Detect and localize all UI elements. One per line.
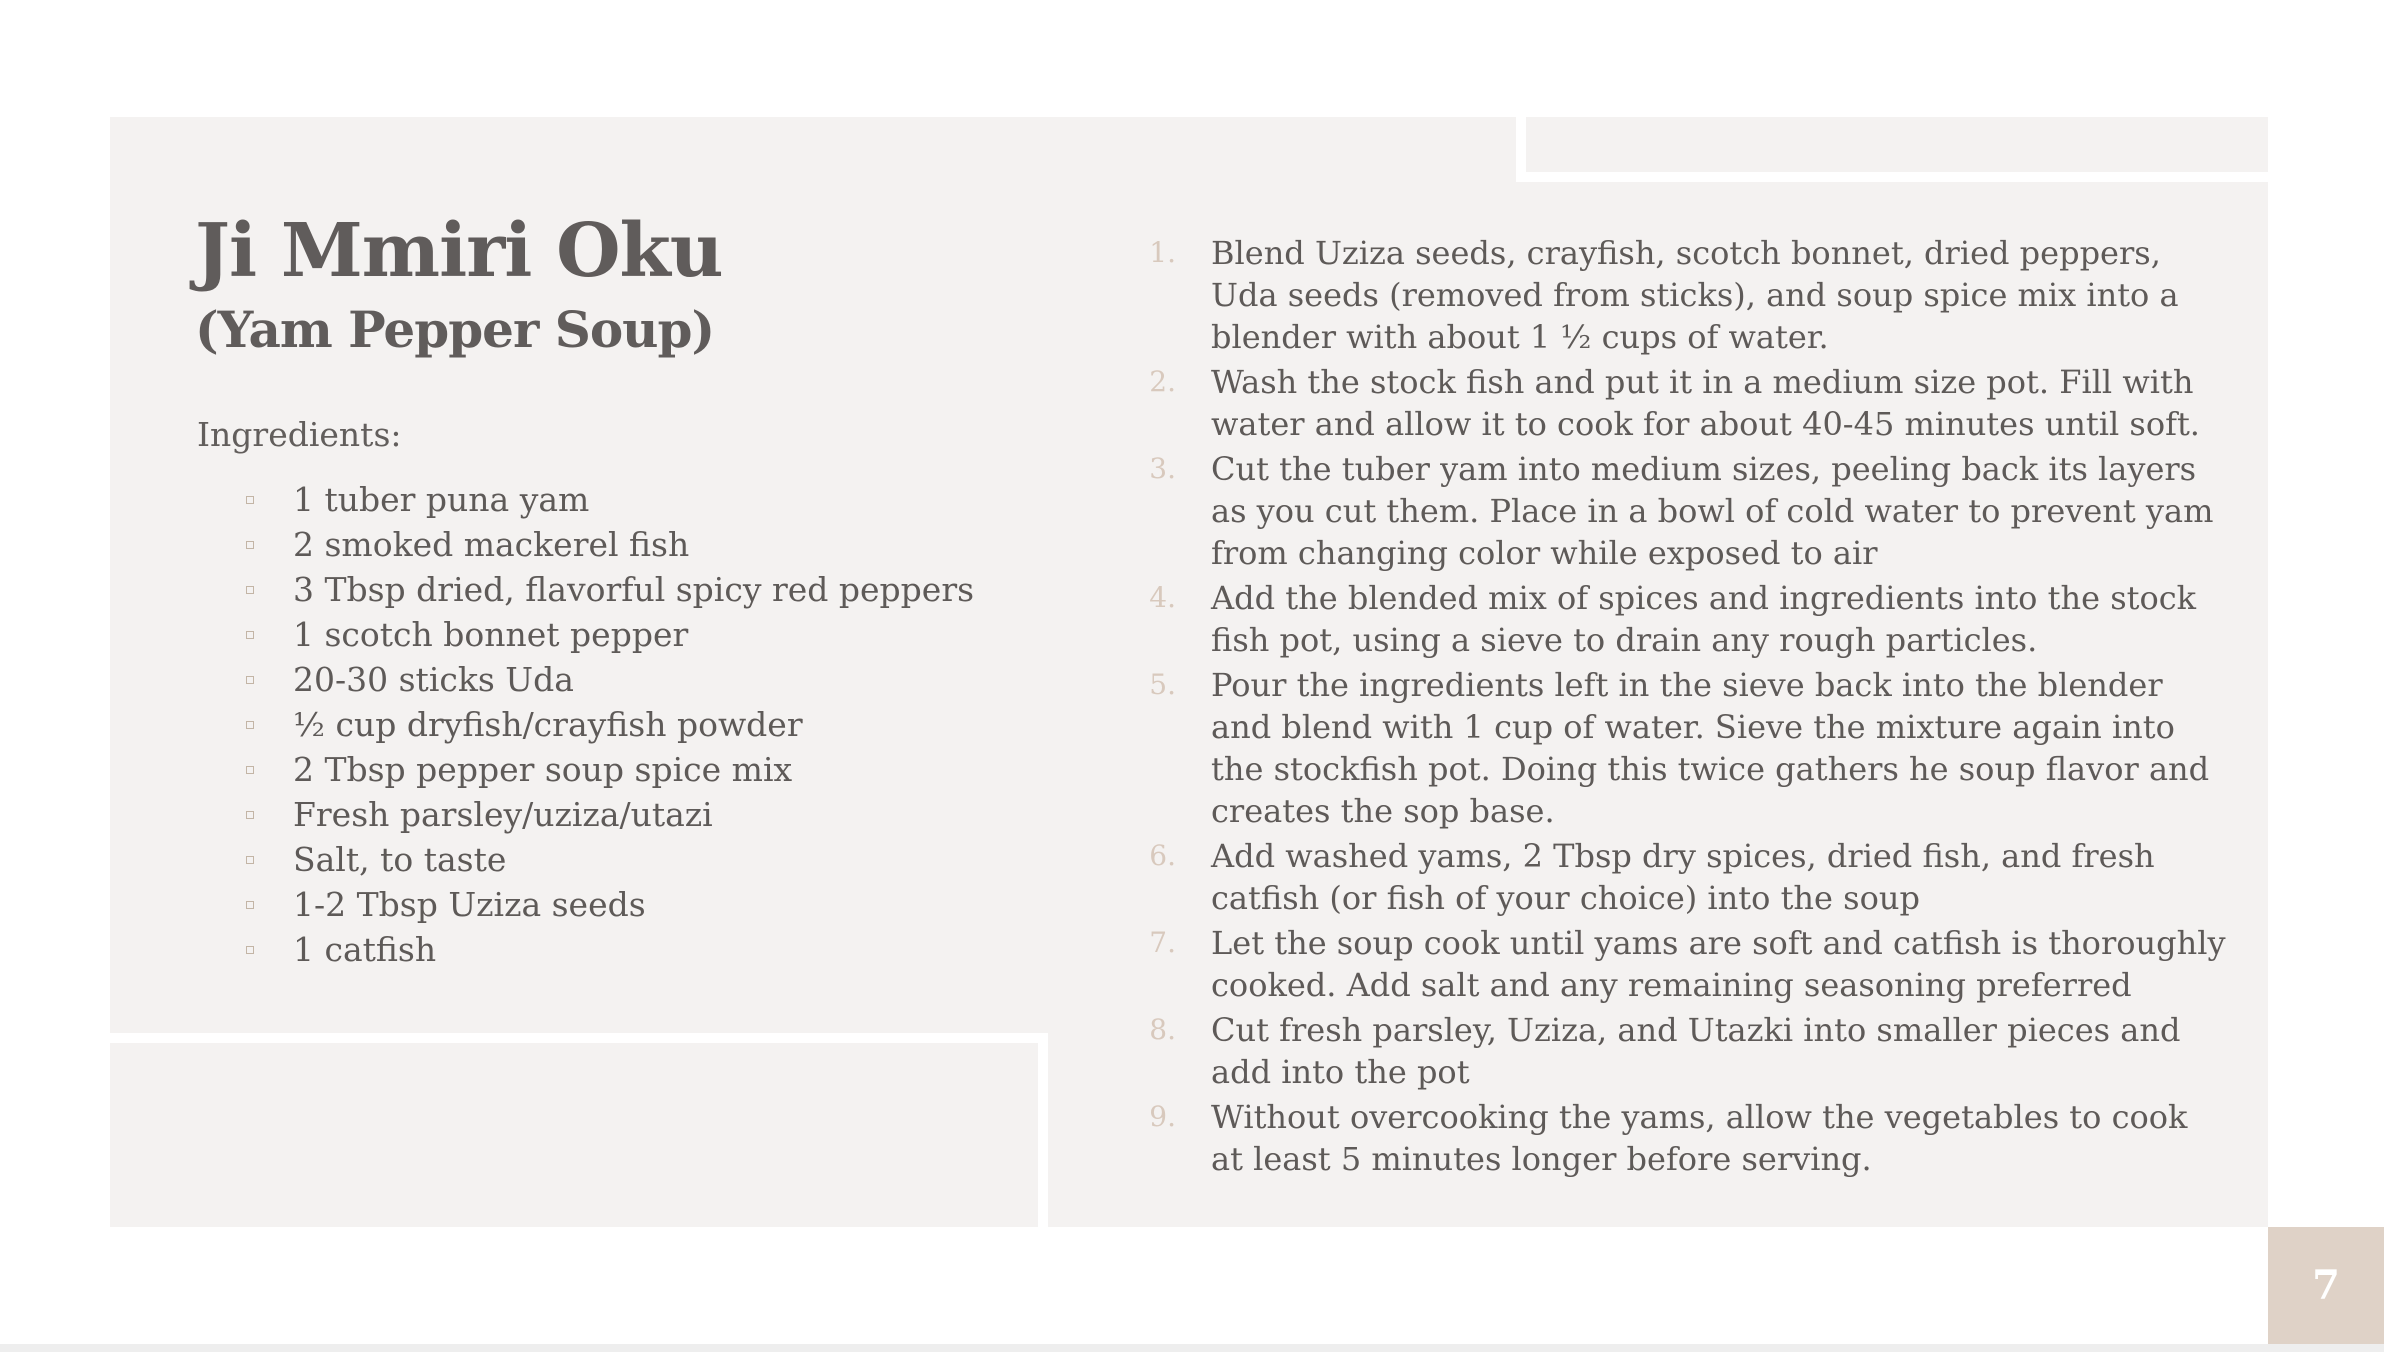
ingredient-text: Fresh parsley/uziza/utazi	[293, 795, 713, 834]
step-item	[1148, 835, 2228, 919]
square-bullet-icon	[246, 586, 254, 594]
square-bullet-icon	[246, 721, 254, 729]
square-bullet-icon	[246, 856, 254, 864]
ingredient-text: 20-30 sticks Uda	[293, 660, 574, 699]
ingredient-text: Salt, to taste	[293, 840, 507, 879]
ingredient-item	[240, 612, 974, 657]
ingredients-list	[240, 477, 974, 972]
step-text: Add the blended mix of spices and ingredients into the stock fish pot, using a sieve to drain any rough particles.	[1211, 579, 2197, 659]
ingredient-text: 1 scotch bonnet pepper	[293, 615, 689, 654]
bottom-divider	[0, 1344, 2384, 1352]
decorative-frame-top	[1516, 0, 2384, 182]
ingredient-item	[240, 702, 974, 747]
step-number: 3.	[1149, 452, 1176, 485]
step-item	[1148, 922, 2228, 1006]
ingredient-text: 1 tuber puna yam	[293, 480, 590, 519]
step-text: Cut fresh parsley, Uziza, and Utazki into smaller pieces and add into the pot	[1211, 1011, 2181, 1091]
ingredient-text: ½ cup dryfish/crayfish powder	[293, 705, 803, 744]
step-item	[1148, 1009, 2228, 1093]
ingredient-item	[240, 477, 974, 522]
square-bullet-icon	[246, 766, 254, 774]
step-number: 8.	[1149, 1013, 1176, 1046]
decorative-frame-bottom	[0, 1033, 1048, 1352]
step-text: Pour the ingredients left in the sieve back into the blender and blend with 1 cup of water. Sieve the mixture again into the stockfish pot. Doing this twice gathers he soup flavor and creates the sop base.	[1211, 666, 2210, 830]
square-bullet-icon	[246, 631, 254, 639]
step-text: Cut the tuber yam into medium sizes, peeling back its layers as you cut them. Place in a bowl of cold water to prevent yam from changing color while exposed to air	[1211, 450, 2214, 572]
square-bullet-icon	[246, 946, 254, 954]
step-number: 9.	[1149, 1100, 1176, 1133]
square-bullet-icon	[246, 811, 254, 819]
square-bullet-icon	[246, 676, 254, 684]
step-number: 5.	[1149, 668, 1176, 701]
ingredient-text: 3 Tbsp dried, flavorful spicy red peppers	[293, 570, 975, 609]
page-number: 7	[2312, 1262, 2340, 1309]
ingredient-text: 1 catfish	[293, 930, 437, 969]
ingredient-text: 2 Tbsp pepper soup spice mix	[293, 750, 793, 789]
step-item	[1148, 664, 2228, 832]
page-number-box	[2268, 1227, 2384, 1344]
ingredients-heading: Ingredients:	[197, 415, 402, 454]
ingredient-item	[240, 927, 974, 972]
step-number: 4.	[1149, 581, 1176, 614]
ingredient-item	[240, 792, 974, 837]
ingredient-item	[240, 882, 974, 927]
step-item	[1148, 1096, 2228, 1180]
step-item	[1148, 232, 2228, 358]
step-item	[1148, 577, 2228, 661]
step-text: Add washed yams, 2 Tbsp dry spices, dried fish, and fresh catfish (or fish of your choice) into the soup	[1211, 837, 2155, 917]
ingredient-text: 2 smoked mackerel fish	[293, 525, 690, 564]
ingredient-item	[240, 567, 974, 612]
square-bullet-icon	[246, 901, 254, 909]
step-item	[1148, 361, 2228, 445]
ingredient-item	[240, 657, 974, 702]
step-number: 2.	[1149, 365, 1176, 398]
step-text: Wash the stock fish and put it in a medium size pot. Fill with water and allow it to cook for about 40-45 minutes until soft.	[1211, 363, 2200, 443]
recipe-title: Ji Mmiri Oku	[195, 208, 723, 294]
ingredient-text: 1-2 Tbsp Uziza seeds	[293, 885, 646, 924]
step-item	[1148, 448, 2228, 574]
step-text: Blend Uziza seeds, crayfish, scotch bonnet, dried peppers, Uda seeds (removed from sticks), and soup spice mix into a blender with about 1 ½ cups of water.	[1211, 234, 2179, 356]
ingredient-item	[240, 837, 974, 882]
step-number: 1.	[1149, 236, 1176, 269]
steps-list	[1148, 232, 2228, 1183]
step-text: Let the soup cook until yams are soft and catfish is thoroughly cooked. Add salt and any remaining seasoning preferred	[1211, 924, 2226, 1004]
ingredient-item	[240, 522, 974, 567]
step-text: Without overcooking the yams, allow the vegetables to cook at least 5 minutes longer before serving.	[1211, 1098, 2188, 1178]
ingredient-item	[240, 747, 974, 792]
step-number: 6.	[1149, 839, 1176, 872]
square-bullet-icon	[246, 496, 254, 504]
step-number: 7.	[1149, 926, 1176, 959]
recipe-subtitle: (Yam Pepper Soup)	[195, 300, 715, 359]
square-bullet-icon	[246, 541, 254, 549]
